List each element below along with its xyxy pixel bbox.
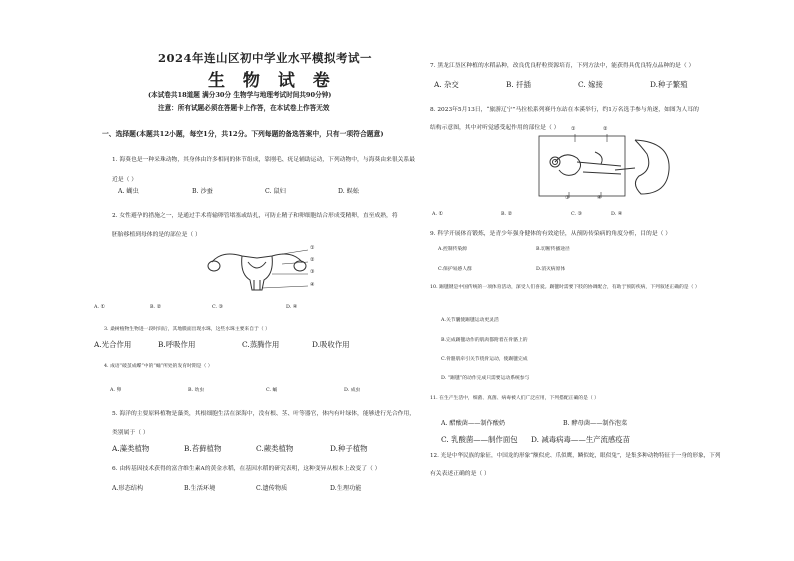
q3-option-b: B.呼吸作用 bbox=[158, 340, 196, 349]
question-6-stem: 6. 由转基因技术获得的富含维生素A的黄金水稻，在基因水稻的研究表明，这种变异从根本上改变了（ ） bbox=[112, 466, 381, 472]
q2-label-4: ④ bbox=[310, 283, 315, 288]
exam-instruction: 注意：所有试题必须在答题卡上作答，在本试卷上作答无效 bbox=[158, 104, 330, 112]
q2-option-d: D. ④ bbox=[286, 305, 298, 310]
question-8-stem-cont: 结构示意图，其中对听觉感受起作用的部位是（ ） bbox=[430, 125, 560, 131]
q10-option-b: B.完成踢毽动作的肌肉都附着在骨骼上的 bbox=[441, 338, 528, 343]
q2-option-b: B. ② bbox=[150, 305, 161, 310]
q11-option-b: B. 酵母菌——制作泡菜 bbox=[563, 420, 628, 427]
q4-option-a: A. 卵 bbox=[110, 388, 122, 393]
q5-option-d: D.种子植物 bbox=[330, 444, 368, 453]
subject-title: 生 物 试 卷 bbox=[208, 71, 336, 91]
q2-option-a: A. ① bbox=[94, 305, 105, 310]
q1-option-c: C. 鼠妇 bbox=[265, 188, 286, 195]
question-12-stem-cont: 有关表述正确的是（ ） bbox=[430, 471, 490, 477]
uterus-diagram bbox=[202, 244, 315, 296]
question-2-stem-cont: 胚胎移植到母体的是的部位是（ ） bbox=[112, 232, 201, 238]
q11-option-c: C. 乳酸菌——制作面包 bbox=[441, 435, 518, 444]
q2-label-3: ③ bbox=[310, 270, 315, 275]
q7-option-d: D.种子繁殖 bbox=[650, 80, 688, 89]
question-2-stem: 2. 女性避孕的措施之一，是通过手术将输卵管堵塞或结扎，可防止精子和卵细胞结合形成受精卵，直至成熟，将 bbox=[112, 213, 398, 219]
q2-option-c: C. ③ bbox=[212, 305, 223, 310]
exam-note: (本试卷共18道题 满分30分 生物学与地理考试时间共90分钟) bbox=[148, 91, 332, 99]
q6-option-b: B.生活环境 bbox=[184, 485, 216, 492]
q9-option-a: A.控制传染源 bbox=[438, 247, 467, 252]
question-11-stem: 11. 在生产生活中，细菌、真菌、病毒被人们广泛应用，下列搭配正确的是（ ） bbox=[430, 396, 599, 401]
q3-option-a: A.光合作用 bbox=[94, 340, 132, 349]
q6-option-a: A.形态结构 bbox=[112, 485, 144, 492]
q5-option-a: A.藻类植物 bbox=[112, 444, 150, 453]
q5-option-b: B.苔藓植物 bbox=[184, 444, 222, 453]
q7-option-a: A. 杂交 bbox=[434, 80, 459, 89]
q6-option-c: C.遗传物质 bbox=[256, 485, 288, 492]
q3-option-d: D.吸收作用 bbox=[312, 340, 350, 349]
q8-label-4: ④ bbox=[597, 196, 602, 201]
q1-option-d: D. 蜈蚣 bbox=[338, 188, 360, 195]
section-heading: 一、选择题(本题共12小题，每空1分，共12分。下列每题的备选答案中，只有一项符合题意) bbox=[102, 130, 384, 138]
q8-label-1: ① bbox=[571, 127, 576, 132]
q6-option-d: D.生理功能 bbox=[330, 485, 362, 492]
q3-option-c: C.蒸腾作用 bbox=[242, 340, 280, 349]
question-8-stem: 8. 2023年5月13日，“旅游辽宁”马拉松系列赛丹东站在本溪举行，约1万名选手参与角逐，如图为人耳的 bbox=[430, 107, 699, 113]
q9-option-b: B.切断传播途径 bbox=[536, 247, 570, 252]
q5-option-c: C.蕨类植物 bbox=[256, 444, 294, 453]
question-1-stem-cont: 近是（ ） bbox=[112, 177, 138, 183]
q4-option-c: C. 蛹 bbox=[266, 388, 278, 393]
q2-label-1: ① bbox=[310, 246, 315, 251]
q8-label-3: ③ bbox=[565, 196, 570, 201]
exam-title: 2024年连山区初中学业水平模拟考试一 bbox=[158, 51, 373, 65]
q7-option-b: B. 扦插 bbox=[506, 80, 531, 89]
question-4-stem: 4. 成语“破茧成蝶”中的“蛹”所处的发育时期是（ ） bbox=[104, 364, 213, 369]
q7-option-c: C. 嫁接 bbox=[578, 80, 603, 89]
q4-option-d: D. 成虫 bbox=[344, 388, 361, 393]
q4-option-b: B. 幼虫 bbox=[188, 388, 205, 393]
q9-option-d: D.消灭病原体 bbox=[536, 267, 566, 272]
question-7-stem: 7. 黑龙江垦区种植的水稻品种，改良优良籽粒资源培育，下列方法中，能获得具优良特点品种的是（ ） bbox=[430, 63, 695, 69]
question-9-stem: 9. 科学开展体育锻炼，是青少年强身健体的有效途径，从预防传染病的角度分析，目的是（ ） bbox=[430, 231, 672, 237]
q10-option-a: A.关节囊使踢毽运动更灵活 bbox=[441, 318, 499, 323]
q9-option-c: C.保护易感人群 bbox=[438, 267, 472, 272]
q8-option-d: D. ④ bbox=[611, 212, 623, 217]
q8-label-2: ② bbox=[603, 127, 608, 132]
q1-option-b: B. 沙蚕 bbox=[192, 188, 213, 195]
question-12-stem: 12. 光是中华民族的象征，中国龙的形象“额似虎、爪似鹰，鳞似蛇，眼似兔”，是集多种动物特征于一身的形象，下列 bbox=[430, 453, 721, 459]
q8-option-a: A. ① bbox=[432, 212, 443, 217]
q8-option-c: C. ③ bbox=[571, 212, 582, 217]
q8-option-b: B. ② bbox=[501, 212, 512, 217]
question-10-stem: 10. 踢毽键是中国传统的一项体育活动，深受人们喜爱。踢毽时需要下肢的协调配合，有助于预防疾病，下列叙述正确的是（ ） bbox=[430, 285, 700, 290]
q10-option-c: C.骨骼肌牵引关节绕骨运动，使踢毽完成 bbox=[441, 357, 528, 362]
question-5-stem-cont: 类别属于（ ） bbox=[112, 430, 149, 436]
q2-label-2: ② bbox=[310, 258, 315, 263]
ear-diagram bbox=[535, 132, 675, 200]
q11-option-d: D. 减毒病毒——生产流感疫苗 bbox=[531, 435, 631, 444]
question-3-stem: 3. 桑树植物生物进一段时间后，其地膜面出现水珠，这些水珠主要来自于（ ） bbox=[104, 327, 270, 332]
q11-option-a: A. 醋酸菌——制作酸奶 bbox=[441, 420, 506, 427]
q1-option-a: A. 蝴虫 bbox=[118, 188, 139, 195]
question-1-stem: 1. 海葵也是一种采珠动物，其身体由许多相同的体节组成，靠刚毛、疣足辅助运动，下列动物中，与海葵由来很关系最 bbox=[112, 157, 416, 163]
question-5-stem: 5. 海洋的主要原料植物是藻类，其根细胞生活在深海中，没有根、茎、叶等器官，体内有叶绿体，能够进行光合作用， bbox=[112, 411, 416, 417]
q10-option-d: D. “踢毽”的动作完成只需要运动系统参与 bbox=[441, 376, 530, 381]
